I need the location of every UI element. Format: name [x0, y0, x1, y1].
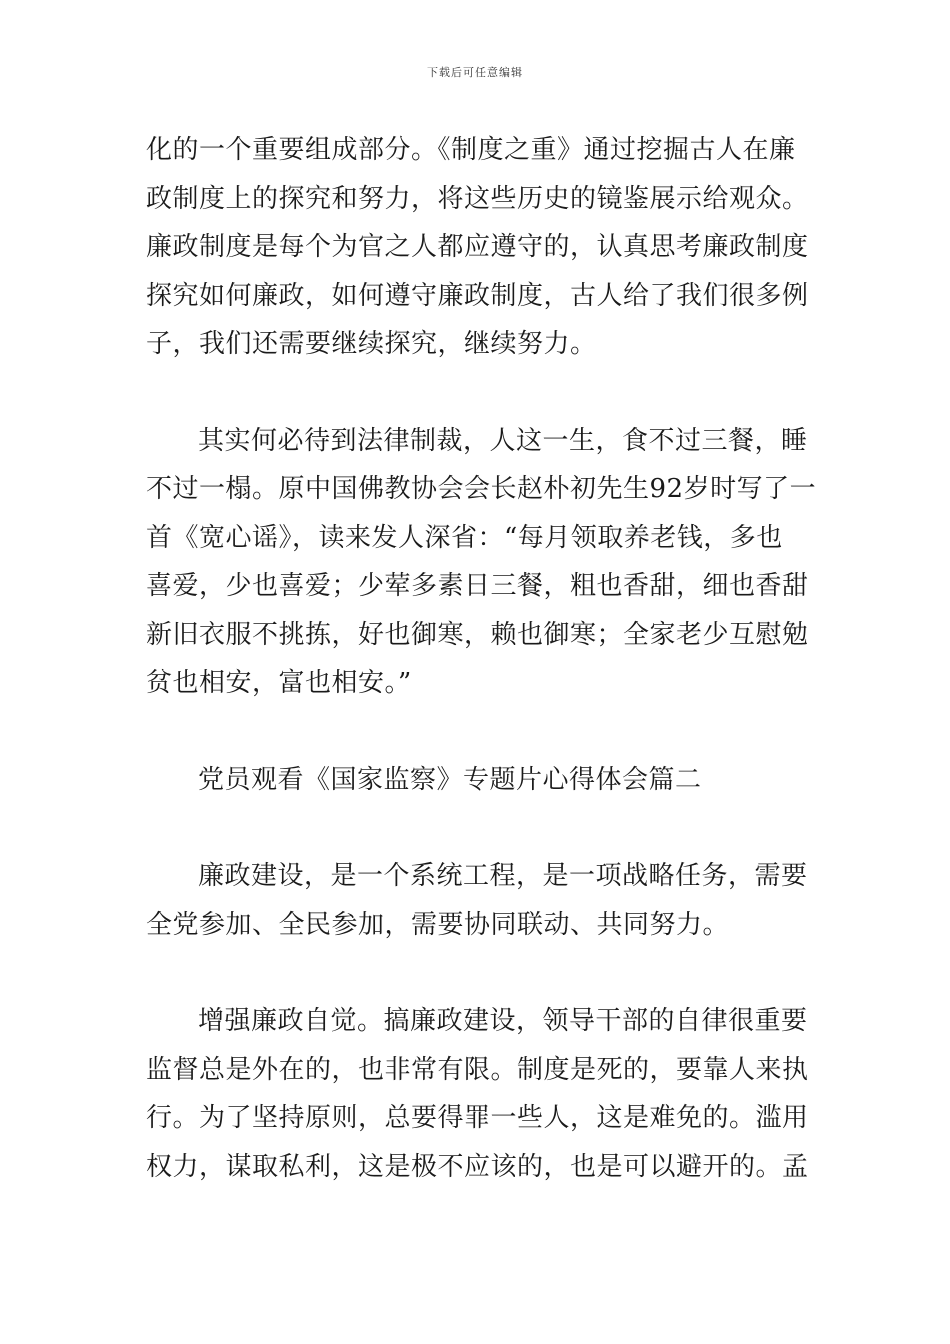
paragraph-gap [146, 708, 810, 756]
text-line: 喜爱，少也喜爱；少荤多素日三餐，粗也香甜，细也香甜 [146, 571, 809, 601]
heading-line: 党员观看《国家监察》专题片心得体会篇二 [198, 764, 702, 795]
section-heading [146, 756, 810, 805]
text-line: 探究如何廉政，如何遵守廉政制度，古人给了我们很多例 [146, 280, 809, 311]
text-line: 全党参加、全民参加，需要协同联动、共同努力。 [146, 909, 730, 940]
header-note: 下载后可任意编辑 [427, 66, 523, 79]
text-line: 新旧衣服不挑拣，好也御寒，赖也御寒；全家老少互慰勉 [146, 619, 809, 650]
paragraph-gap [146, 804, 810, 852]
text-line: 增强廉政自觉。搞廉政建设，领导干部的自律很重要 [198, 1006, 808, 1036]
text-line: 不过一榻。原中国佛教协会会长赵朴初先生92岁时写了一 [146, 474, 817, 504]
text-line: 子，我们还需要继续探究，继续努力。 [146, 329, 597, 359]
paragraph-4 [146, 997, 810, 1191]
text-line: 化的一个重要组成部分。《制度之重》通过挖掘古人在廉 [146, 135, 796, 165]
text-line: 廉政建设，是一个系统工程，是一项战略任务，需要 [198, 861, 808, 891]
text-line: 政制度上的探究和努力，将这些历史的镜鉴展示给观众。 [146, 183, 809, 214]
text-line: 贫也相安，富也相安。” [146, 668, 412, 698]
text-line: 其实何必待到法律制裁，人这一生，食不过三餐，睡 [198, 425, 808, 456]
text-line: 权力，谋取私利，这是极不应该的，也是可以避开的。孟 [146, 1151, 809, 1182]
text-line: 廉政制度是每个为官之人都应遵守的，认真思考廉政制度 [146, 232, 809, 262]
paragraph-gap [146, 369, 810, 417]
text-line: 行。为了坚持原则，总要得罪一些人，这是难免的。滥用 [146, 1103, 809, 1133]
paragraph-1 [146, 126, 810, 369]
text-line: 监督总是外在的，也非常有限。制度是死的，要靠人来执 [146, 1054, 809, 1085]
document-body [146, 126, 817, 1191]
paragraph-gap [146, 949, 810, 997]
paragraph-3 [146, 852, 810, 949]
paragraph-2 [146, 417, 817, 708]
text-line: 首《宽心谣》，读来发人深省：“每月领取养老钱，多也 [146, 522, 783, 553]
